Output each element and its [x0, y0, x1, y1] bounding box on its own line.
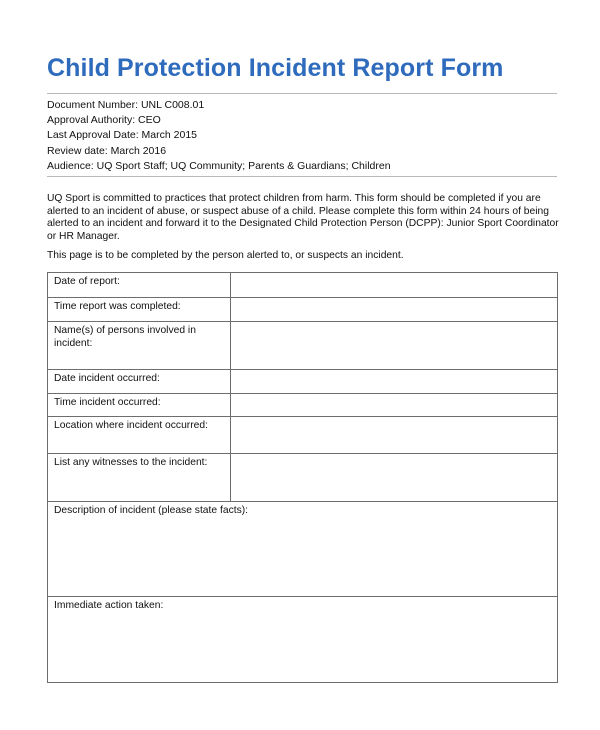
field-label: Date of report: [48, 273, 231, 298]
immediate-action-field[interactable]: Immediate action taken: [48, 597, 558, 683]
form-row-date-incident [48, 370, 558, 394]
form-row-time-incident [48, 394, 558, 417]
date-incident-field[interactable] [231, 370, 558, 394]
time-report-completed-field[interactable] [231, 298, 558, 322]
witnesses-field[interactable] [231, 454, 558, 502]
audience: Audience: UQ Sport Staff; UQ Community; Parents & Guardians; Children [47, 159, 391, 172]
field-label: Name(s) of persons involved in incident: [48, 322, 231, 370]
form-row-time-report-completed [48, 298, 558, 322]
review-date: Review date: March 2016 [47, 144, 167, 157]
page-title: Child Protection Incident Report Form [47, 54, 504, 82]
incident-form-table [47, 272, 558, 683]
field-label: Time report was completed: [48, 298, 231, 322]
form-row-immediate-action [48, 597, 558, 683]
location-field[interactable] [231, 417, 558, 454]
document-number: Document Number: UNL C008.01 [47, 99, 205, 111]
persons-involved-field[interactable] [231, 322, 558, 370]
document-metadata [47, 98, 391, 174]
title-divider [47, 93, 557, 94]
time-incident-field[interactable] [231, 394, 558, 417]
field-label: Location where incident occurred: [48, 417, 231, 454]
form-row-description [48, 502, 558, 597]
description-field[interactable]: Description of incident (please state facts): [48, 502, 558, 597]
field-label: Date incident occurred: [48, 370, 231, 394]
metadata-divider [47, 176, 557, 177]
field-label: List any witnesses to the incident: [48, 454, 231, 502]
form-row-location [48, 417, 558, 454]
form-row-witnesses [48, 454, 558, 502]
intro-paragraph: UQ Sport is committed to practices that protect children from harm. This form should be completed if you are alerted to an incident of abuse, or suspect abuse of a child. Please complete this form within 24 hours of being alerted to an incident and forward it to the Designated Child Protection Person (DCPP): Junior Sport Coordinator or HR Manager. [47, 193, 559, 242]
date-of-report-field[interactable] [231, 273, 558, 298]
form-row-date-of-report [48, 273, 558, 298]
field-label: Time incident occurred: [48, 394, 231, 417]
completion-note: This page is to be completed by the person alerted to, or suspects an incident. [47, 250, 404, 261]
last-approval-date: Last Approval Date: March 2015 [47, 129, 198, 142]
form-row-persons-involved [48, 322, 558, 370]
approval-authority: Approval Authority: CEO [47, 114, 161, 127]
